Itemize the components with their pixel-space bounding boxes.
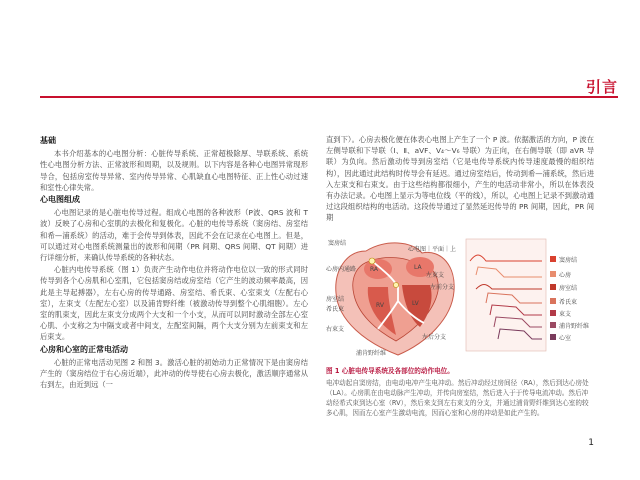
label-left-anterior: 左前分支 — [430, 284, 455, 291]
header-rule — [40, 96, 618, 98]
paragraph: 本书介绍基本的心电图分析：心脏传导系统、正常超极除厚、导联系统、系统性心电图分析方法、正常波形和周期，以及规则。以下内容是各种心电图异常现形导合，包括房室传导异常、室内传导异常、心肌缺血心电图特征、正上性心动过速和室性心律失常。 — [40, 149, 308, 192]
legend-label: 心房 — [559, 272, 572, 279]
caption-title: 图 1 心脏电传导系统及各部位的动作电位。 — [326, 367, 454, 375]
section-normal-activity — [40, 344, 308, 391]
chapter-title: 引言 — [585, 78, 618, 96]
paragraph: 直到下）。心房去极化便在体表心电图上产生了一个 P 波。依据激活的方向，P 波在左侧导联和下导联（Ⅰ、Ⅱ、aVF、V₄～V₆ 导联）为正向，在右侧导联（即 aVR 导联）为负向。然后激动传导到房室结（它是电传导系统内传导速度最慢的组织结构），因此通过此结构时传导会有延迟。通过房室结后，传动到希—浦系统，然后进入左束支和右束支。由于这些结构都很细小，产生的电活动非常小，所以在体表没有办法记录。心电图上显示为等电位线（平的线），所以，心电图上记录不到激动通过这段组织结构的电活动。这段传导通过了显然延迟传导的 PR 间期，因此，PR 间期 — [326, 135, 594, 223]
legend-label: 心室 — [559, 335, 572, 342]
page-number: 1 — [588, 438, 594, 448]
legend-label: 房室结 — [559, 285, 578, 292]
paragraph: 心脏内电传导系统（图 1）负责产生动作电位并将动作电位以一致的形式同时传导到各个心房肌和心室肌，它包括窦房结或房室结（它产生的波动频率最高，因此是主导起搏器），左右心房的传导通路、房室结、希氏束、心室束支（左配右心室），左束支（左配左心室）以及浦肯野纤维（被激动传导到整个心肌细胞）。左心室的肌束支，因此左束支分成两个大支和一个小支，从而可以同时激动全部左心室心肌、小支称之为中隔支或者中间支，左配室间隔，两个大支分别为左前束支和左后束支。 — [40, 265, 308, 342]
paragraph: 心脏的正常电活动见图 2 和图 3。激活心脏的初始动力正常情况下是由窦房结产生的（窦房结位于右心房近端），此冲动的传导使右心房去极化，激活顺序通常从右到左，由近到远（一 — [40, 357, 308, 390]
label-atrial-pathways: 心房内通路 — [326, 266, 357, 273]
legend-label: 浦肯野纤维 — [559, 323, 590, 330]
legend-label: 束支 — [559, 311, 572, 318]
figure-caption — [326, 366, 594, 418]
legend-item — [550, 322, 589, 330]
legend-swatch — [550, 271, 556, 277]
label-rv: RV — [376, 302, 384, 309]
caption-body: 电冲动起自窦房结，由电动电冲产生电冲动。然后冲动经过房间径（RA），然后到达心房处（LA）。心房肌在由电动脉产生冲动，并传向房室结，然后进入于于传导电流冲动。然后冲动经希式束到达心室（RV），然后来支到左右束支的分支，并通过浦肯野纤维到达心室的较多心肌，因而左心室产生激动电流，因而心室和心房的冲动是如此产生的。 — [326, 379, 589, 417]
legend-swatch — [550, 256, 556, 262]
legend-item — [550, 310, 571, 318]
label-purkinje: 浦肯野纤维 — [356, 350, 387, 357]
label-left-posterior: 左后分支 — [422, 334, 447, 341]
legend-swatch — [550, 310, 556, 316]
label-left-bundle: 左束支 — [426, 272, 445, 279]
label-right-bundle: 右束支 — [326, 326, 345, 333]
legend-label: 希氏束 — [559, 299, 578, 306]
section-heading: 心房和心室的正常电活动 — [40, 344, 128, 354]
figure-conduction-system — [326, 231, 594, 361]
section-basics — [40, 135, 308, 193]
legend-item — [550, 256, 577, 264]
legend-item — [550, 298, 577, 306]
label-inset: 心电图｜平面｜上 — [408, 246, 457, 253]
label-av-node: 房室结 — [326, 296, 345, 303]
right-column — [326, 134, 594, 226]
legend-swatch — [550, 334, 556, 340]
section-heading: 心电图组成 — [40, 195, 80, 205]
section-heading: 基础 — [40, 136, 56, 145]
label-ra: RA — [370, 266, 379, 273]
figure-legend — [550, 256, 589, 342]
legend-swatch — [550, 298, 556, 304]
legend-swatch — [550, 322, 556, 328]
legend-item — [550, 271, 571, 279]
left-column — [40, 134, 308, 391]
heart-diagram — [326, 231, 594, 361]
legend-item — [550, 334, 571, 342]
section-ecg-components — [40, 194, 308, 343]
legend-label: 窦房结 — [559, 257, 578, 264]
legend-item — [550, 284, 577, 292]
label-la: LA — [414, 264, 422, 271]
label-his-bundle: 希氏束 — [326, 306, 345, 313]
action-potential-panel — [466, 239, 546, 351]
legend-swatch — [550, 284, 556, 290]
label-lv: LV — [412, 300, 419, 307]
label-sinoatrial-node: 窦房结 — [328, 240, 347, 247]
paragraph: 心电图记录的是心脏电传导过程。组成心电图的各种波形（P波、QRS 波和 T 波）反映了心房和心室肌的去极化和复极化。心脏的电传导系统（窦房结、房室结和希—浦系统）的活动，难于会传导到体表，因此不会在记录在心电图上。但是，可以通过对心电图系统测量出的波形和间期（PR 间期、QRS 间期、QT 间期）进行详细分析，来确认传导系统的各种状态。 — [40, 208, 308, 263]
